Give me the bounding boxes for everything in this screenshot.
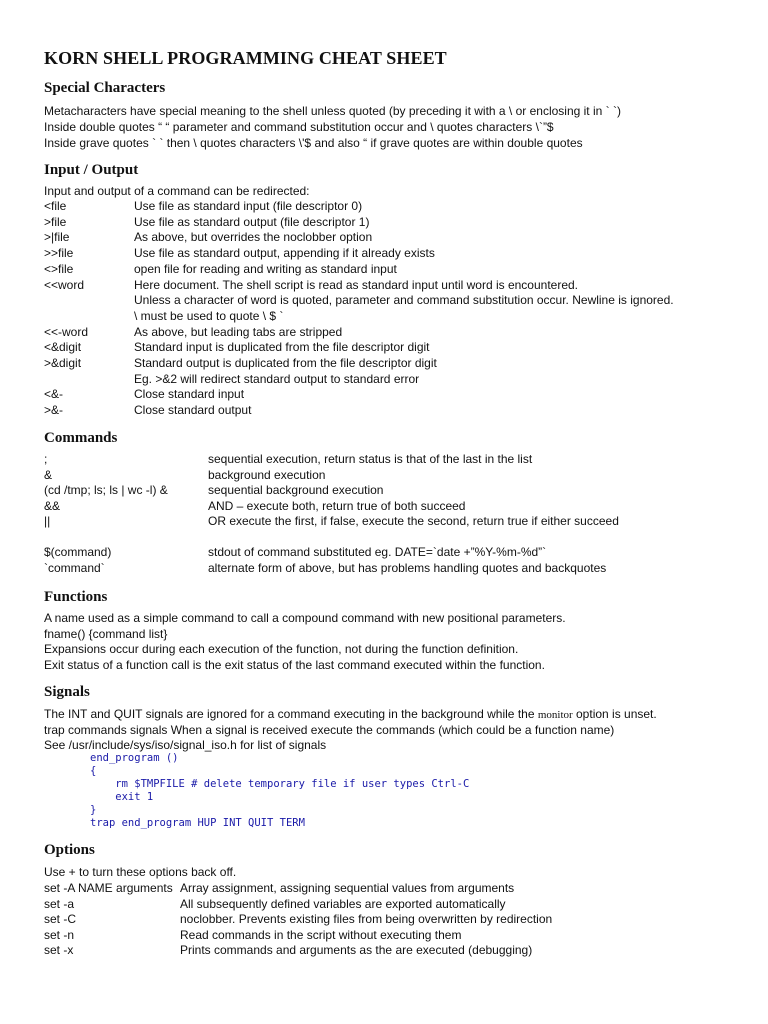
commands-heading: Commands (44, 430, 118, 446)
signal-code-line-3: rm $TMPFILE # delete temporary file if user types Ctrl-C (90, 778, 470, 790)
command-row-description: sequential execution, return status is that of the last in the list (208, 452, 533, 466)
special-characters-heading: Special Characters (44, 80, 166, 96)
signal-code-line-4: exit 1 (90, 791, 154, 803)
signal-code-line-2: { (90, 765, 97, 777)
functions-line-4: Exit status of a function call is the exit status of the last command executed within the function. (44, 658, 545, 672)
io-row-description: \ must be used to quote \ $ ` (134, 308, 284, 323)
option-row-key: set -x (44, 943, 74, 957)
input-output-heading: Input / Output (44, 162, 139, 178)
io-row-key: <file (44, 199, 67, 213)
functions-heading: Functions (44, 589, 108, 605)
functions-line-1: A name used as a simple command to call a compound command with new positional parameters. (44, 611, 566, 625)
io-row-description: As above, but leading tabs are stripped (134, 324, 343, 339)
signals-line-3: See /usr/include/sys/iso/signal_iso.h for list of signals (44, 738, 327, 752)
io-row-key: <>file (44, 261, 74, 276)
command-row-key: (cd /tmp; ls; ls | wc -l) & (44, 483, 168, 497)
io-row-description: open file for reading and writing as standard input (134, 261, 397, 276)
io-intro: Input and output of a command can be redirected: (44, 184, 310, 198)
io-row-description: Unless a character of word is quoted, parameter and command substitution occur. Newline is ignored. (134, 293, 674, 308)
io-row-key: <&- (44, 387, 64, 402)
option-row-description: All subsequently defined variables are exported automatically (180, 896, 506, 911)
option-row-key: set -a (44, 896, 75, 911)
io-row-description: Standard input is duplicated from the file descriptor digit (134, 340, 430, 355)
option-row-description: Read commands in the script without executing them (180, 927, 462, 942)
io-row-description: Standard output is duplicated from the file descriptor digit (134, 356, 437, 370)
signals-line-1-c: option is unset. (572, 707, 657, 721)
io-row-description: Close standard output (134, 403, 252, 418)
option-row-key: set -A NAME arguments (44, 881, 173, 895)
command-row-key: $(command) (44, 545, 112, 559)
io-row-key: >&- (44, 403, 64, 418)
special-line-2: Inside double quotes “ “ parameter and command substitution occur and \ quotes characters \`”$ (44, 120, 554, 134)
special-line-1: Metacharacters have special meaning to the shell unless quoted (by preceding it with a \ or enclosing it in ` `) (44, 104, 621, 118)
command-row-key: || (44, 514, 51, 528)
command-row-key: & (44, 467, 53, 482)
option-row-key: set -C (44, 912, 77, 926)
functions-line-2: fname() {command list} (44, 627, 168, 641)
functions-line-3: Expansions occur during each execution of the function, not during the function definition. (44, 642, 519, 656)
options-intro: Use + to turn these options back off. (44, 865, 237, 879)
io-row-key: <<-word (44, 324, 89, 339)
signal-code-line-1: end_program () (90, 752, 179, 764)
signals-line-1 (44, 707, 657, 723)
command-row-key: && (44, 498, 61, 513)
io-row-description: Use file as standard output, appending if it already exists (134, 246, 435, 261)
io-row-description: Use file as standard output (file descriptor 1) (134, 214, 370, 229)
io-row-key: <&digit (44, 340, 82, 355)
io-row-key: >|file (44, 230, 70, 245)
io-row-description: As above, but overrides the noclobber option (134, 230, 373, 245)
options-heading: Options (44, 842, 95, 858)
io-row-key: <<word (44, 277, 85, 292)
signals-line-2: trap commands signals When a signal is received execute the commands (which could be a function name) (44, 723, 615, 737)
io-row-key: >file (44, 214, 67, 229)
io-row-description: Use file as standard input (file descriptor 0) (134, 199, 363, 213)
signal-code-line-6: trap end_program HUP INT QUIT TERM (90, 817, 305, 829)
signals-heading: Signals (44, 684, 90, 700)
special-line-3: Inside grave quotes ` ` then \ quotes characters \'$ and also “ if grave quotes are within double quotes (44, 136, 583, 150)
command-row-description: sequential background execution (208, 483, 384, 497)
option-row-description: Array assignment, assigning sequential values from arguments (180, 881, 515, 895)
io-row-key: >>file (44, 246, 74, 261)
command-row-description: AND – execute both, return true of both succeed (208, 498, 466, 513)
command-row-description: background execution (208, 467, 326, 482)
command-row-key: ; (44, 452, 48, 466)
page-title: KORN SHELL PROGRAMMING CHEAT SHEET (44, 48, 447, 68)
command-row-key: `command` (44, 560, 105, 575)
option-row-key: set -n (44, 927, 75, 942)
signal-code-line-5: } (90, 804, 97, 816)
io-row-key: >&digit (44, 356, 82, 370)
option-row-description: Prints commands and arguments as the are executed (debugging) (180, 943, 533, 957)
io-row-description: Eg. >&2 will redirect standard output to standard error (134, 371, 420, 386)
command-row-description: alternate form of above, but has problems handling quotes and backquotes (208, 560, 607, 575)
signals-line-1-a: The INT and QUIT signals are ignored for a command executing in the background while the (44, 707, 538, 721)
monitor-keyword: monitor (537, 709, 573, 721)
command-row-description: OR execute the first, if false, execute the second, return true if either succeed (208, 514, 619, 528)
command-row-description: stdout of command substituted eg. DATE=`date +”%Y-%m-%d”` (208, 545, 547, 559)
io-row-description: Here document. The shell script is read as standard input until word is encountered. (134, 277, 579, 292)
io-row-description: Close standard input (134, 387, 245, 402)
option-row-description: noclobber. Prevents existing files from being overwritten by redirection (180, 912, 553, 926)
